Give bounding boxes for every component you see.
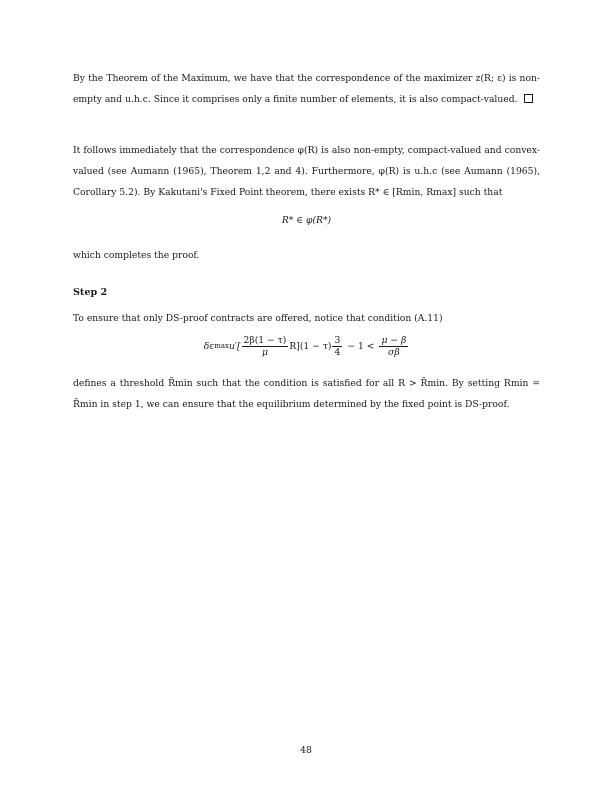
eq-minus-one: − 1 < (347, 340, 375, 352)
paragraph-line-text: empty and u.h.c. Since it comprises only a finite number of elements, it is also compact-valued. (73, 94, 518, 105)
paragraph-completes-proof (73, 245, 540, 266)
eq-fraction-2 (332, 335, 342, 358)
eq-fraction-numerator: 2β(1 − τ) (243, 334, 287, 346)
eq-fraction-1 (242, 335, 289, 358)
paragraph-ds-proof (73, 308, 540, 329)
paragraph-line: To ensure that only DS-proof contracts are offered, notice that condition (A.11) (73, 313, 443, 324)
paragraph-line: R̄min in step 1, we can ensure that the equilibrium determined by the fixed point is DS-proof. (73, 399, 510, 410)
eq-uprime: u′[ (228, 340, 241, 352)
paragraph-fixed-point (73, 140, 540, 203)
paragraph-line: which completes the proof. (73, 250, 200, 261)
eq-prefix-subscript: max (214, 342, 229, 350)
paragraph-line: Corollary 5.2). By Kakutani's Fixed Point theorem, there exists R* ∈ [Rmin, Rmax] such that (73, 187, 503, 198)
display-equation-fixed-point: R* ∈ φ(R*) (281, 215, 332, 226)
paragraph-threshold (73, 373, 540, 415)
paragraph-theorem-maximum (73, 68, 540, 110)
eq-prefix: δε (203, 340, 215, 352)
eq-fraction-numerator: 3 (334, 334, 341, 346)
paragraph-line: It follows immediately that the correspondence φ(R) is also non-empty, compact-valued and convex- (73, 145, 540, 156)
step-2-heading: Step 2 (73, 287, 108, 298)
equation-a11 (73, 331, 540, 361)
eq-fraction-denominator: 4 (334, 346, 341, 358)
page-number: 48 (300, 745, 312, 756)
paragraph-line (73, 89, 540, 110)
qed-box-icon (524, 94, 533, 103)
eq-fraction-numerator: μ − β (381, 334, 407, 346)
paragraph-line: defines a threshold R̄min such that the condition is satisfied for all R > R̄min. By setting Rmin = (73, 378, 540, 389)
eq-middle: R](1 − τ) (289, 340, 332, 352)
eq-fraction-denominator: μ (261, 346, 268, 358)
paragraph-line: valued (see Aumann (1965), Theorem 1,2 and 4). Furthermore, φ(R) is u.h.c (see Aumann (1965), (73, 166, 540, 177)
eq-fraction-3 (379, 335, 408, 358)
eq-fraction-denominator: σβ (388, 346, 400, 358)
paragraph-line: By the Theorem of the Maximum, we have that the correspondence of the maximizer z(R; ε) is non- (73, 73, 540, 84)
